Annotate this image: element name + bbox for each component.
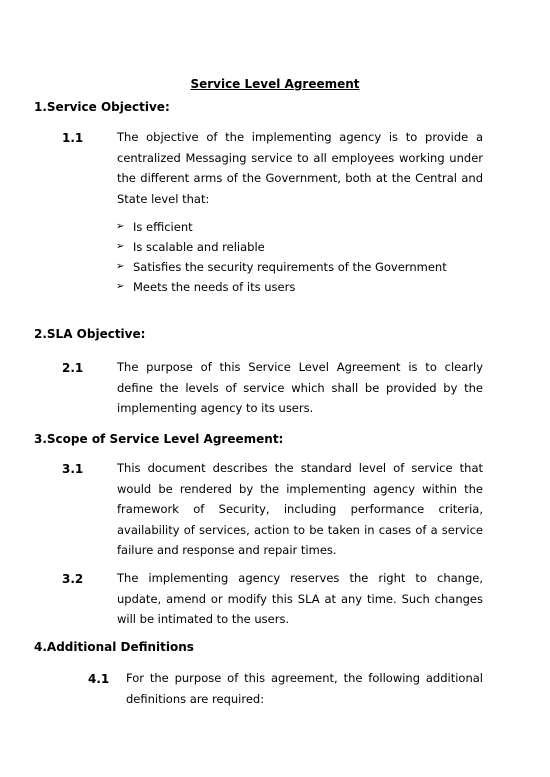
clause-text: This document describes the standard level of service that would be rendered by the implementing agency within the framework of Security, including performance criteria, availability of services, action to be taken in cases of a service failure and response and repair times. xyxy=(117,461,483,557)
clause-number: 2.1 xyxy=(62,361,84,375)
clause-number: 3.2 xyxy=(62,572,84,586)
list-item: ➢ Is efficient xyxy=(116,217,447,237)
list-item: ➢ Meets the needs of its users xyxy=(116,277,447,297)
arrow-bullet-icon: ➢ xyxy=(116,281,125,292)
document-title: Service Level Agreement xyxy=(190,77,360,91)
clause-text: The objective of the implementing agency is to provide a centralized Messaging service to all employees working under the different arms of the Government, both at the Central and State level that: xyxy=(117,130,483,206)
clause-text: For the purpose of this agreement, the following additional definitions are required: xyxy=(126,671,483,706)
section-heading: 4.Additional Definitions xyxy=(34,640,194,654)
arrow-bullet-icon: ➢ xyxy=(116,241,125,252)
section-heading: 2.SLA Objective: xyxy=(34,327,146,341)
clause-text: The implementing agency reserves the right to change, update, amend or modify this SLA at any time. Such changes will be intimated to the users. xyxy=(117,571,483,626)
requirements-list xyxy=(116,217,447,297)
arrow-bullet-icon: ➢ xyxy=(116,261,125,272)
list-item: ➢ Satisfies the security requirements of the Government xyxy=(116,257,447,277)
arrow-bullet-icon: ➢ xyxy=(116,221,125,232)
section-heading: 1.Service Objective: xyxy=(34,100,170,114)
list-item: ➢ Is scalable and reliable xyxy=(116,237,447,257)
clause-number: 1.1 xyxy=(62,131,84,145)
clause-number: 3.1 xyxy=(62,462,84,476)
section-heading: 3.Scope of Service Level Agreement: xyxy=(34,432,284,446)
clause-number: 4.1 xyxy=(88,672,110,686)
clause-text: The purpose of this Service Level Agreement is to clearly define the levels of service which shall be provided by the implementing agency to its users. xyxy=(117,360,483,415)
